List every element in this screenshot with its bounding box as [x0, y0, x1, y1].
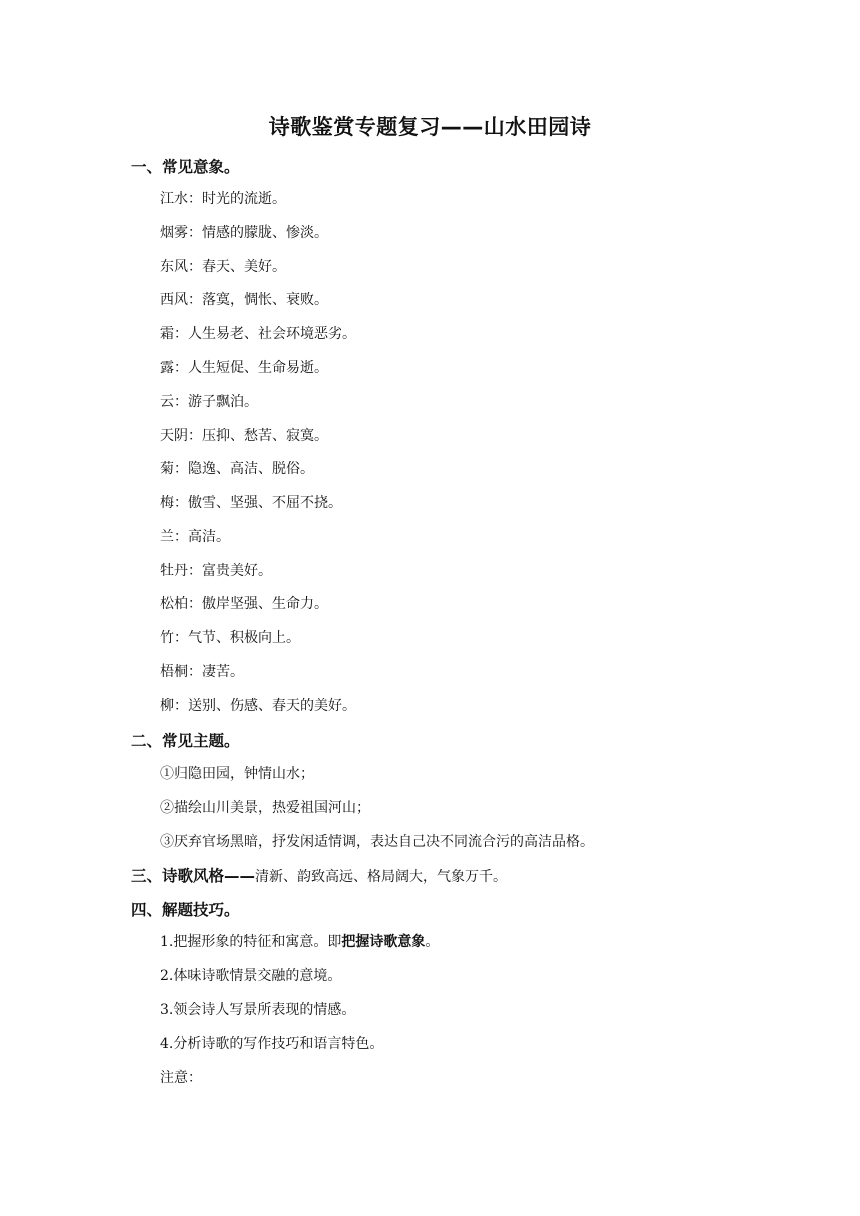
list-item: 菊：隐逸、高洁、脱俗。: [160, 461, 314, 477]
section-heading-imagery: 一、常见意象。: [131, 158, 240, 176]
list-item: 竹：气节、积极向上。: [160, 630, 300, 646]
list-item: ③厌弃官场黑暗，抒发闲适情调，表达自己决不同流合污的高洁品格。: [160, 834, 594, 850]
list-item: 霜：人生易老、社会环境恶劣。: [160, 326, 356, 342]
list-item: 3.领会诗人写景所表现的情感。: [160, 1002, 356, 1018]
list-item: 4.分析诗歌的写作技巧和语言特色。: [160, 1036, 384, 1052]
list-item: 天阴：压抑、愁苦、寂寞。: [160, 428, 328, 444]
document-title: 诗歌鉴赏专题复习——山水田园诗: [268, 115, 592, 139]
list-item: 云：游子飘泊。: [160, 394, 258, 410]
list-item: 烟雾：情感的朦胧、惨淡。: [160, 225, 328, 241]
list-item: 兰：高洁。: [160, 529, 230, 545]
section-heading-techniques: 四、解题技巧。: [131, 901, 240, 919]
list-item: 柳：送别、伤感、春天的美好。: [160, 698, 356, 714]
section-heading-style-text: 清新、韵致高远、格局阔大，气象万千。: [255, 869, 508, 885]
list-item: 梅：傲雪、坚强、不屈不挠。: [160, 495, 342, 511]
section-heading-themes: 二、常见主题。: [131, 732, 240, 750]
list-item: 江水：时光的流逝。: [160, 191, 286, 207]
list-item: 西风：落寞，惆怅、衰败。: [160, 292, 328, 308]
list-item-text: 。: [425, 934, 440, 950]
list-item: ②描绘山川美景，热爱祖国河山；: [160, 800, 370, 816]
list-item: 注意：: [160, 1070, 202, 1086]
section-heading-style: [131, 865, 507, 888]
list-item: ①归隐田园，钟情山水；: [160, 766, 314, 782]
list-item: 露：人生短促、生命易逝。: [160, 360, 328, 376]
list-item-emphasis: 把握诗歌意象: [341, 934, 426, 950]
list-item: 2.体味诗歌情景交融的意境。: [160, 968, 342, 984]
list-item: [160, 931, 439, 953]
list-item: 松柏：傲岸坚强、生命力。: [160, 596, 328, 612]
section-heading-style-label: 三、诗歌风格——: [131, 867, 256, 885]
list-item: 梧桐：凄苦。: [160, 664, 244, 680]
list-item: 东风：春天、美好。: [160, 259, 286, 275]
list-item-text: 1.把握形象的特征和寓意。即: [160, 934, 342, 950]
list-item: 牡丹：富贵美好。: [160, 563, 272, 579]
